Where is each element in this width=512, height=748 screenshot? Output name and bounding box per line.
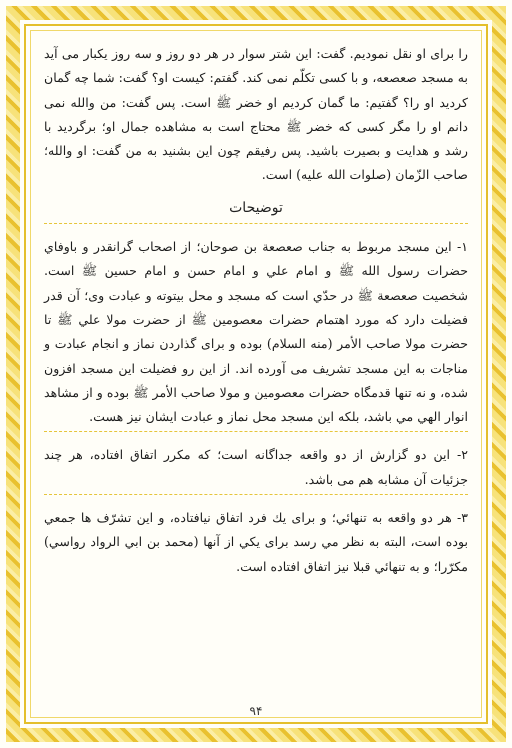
page-number: ۹۴: [249, 704, 263, 718]
note-3: ۳- هر دو واقعه به تنهائي؛ و برای یك فرد اتفاق نیافتاده، و این تشرّف ها جمعي بوده است، البته به نظر مي رسد برای یکي از آنها (محمد بن ابي الرواد رواسي) مكرّرا؛ و به تنهائي قبلا نیز اتفاق افتاده است.: [44, 510, 468, 574]
section-heading: توضیحات: [229, 199, 283, 216]
separator: [44, 431, 468, 438]
note-1: ۱- این مسجد مربوط به جناب صعصعة بن صوحان؛ از اصحاب گرانقدر و باوفاي حضرات رسول الله ﷺ و امام علي و امام حسن و امام حسين ﷺ است. شخصیت صعصعة ﷺ در حدّي است که مسجد و محل بیتوته و عبادت وی؛ آن قدر فضیلت دارد که مورد اهتمام حضرات معصومین ﷺ از حضرت مولا علي ﷺ تا حضرت مولا صاحب الأمر (منه السلام) بوده و برای گذاردن نماز و انجام عبادت و مناجات به این مسجد تشریف می آورده اند. از این رو فضیلت این مسجد افزون شده، و نه تنها قدمگاه حضرات معصومین و مولا صاحب الأمر ﷺ بوده و از مشاهد انوار الهي مي باشد، بلكه این مسجد محل نماز و عبادت ایشان نیز هست.: [44, 239, 468, 425]
narrative-paragraph: را برای او نقل نمودیم. گفت: این شتر سوار در هر دو روز و سه روز یکبار می آید به مسجد صعصعه، و با کسی تکلّم نمی کند. گفتم: کیست او؟ گفت: شما چه گمان کردید او را؟ گفتیم: ما گمان کردیم او خضر ﷺ است. پس گفت: من والله نمی دانم او را مگر کسی که خضر ﷺ محتاج است به مشاهده جمال او؛ برگردید با رشد و هدایت و بصیرت باشید. پس رفیقم چون این بشنید به من گفت: او والله؛ صاحب الزّمان (صلوات الله علیه) است.: [44, 46, 468, 183]
page-content: [44, 42, 468, 704]
note-2: ۲- این دو گزارش از دو واقعه جداگانه است؛ که مکرر اتفاق افتاده، هر چند جزئیات آن مشابه هم می باشد.: [44, 447, 468, 487]
separator: [44, 223, 468, 230]
separator: [44, 494, 468, 501]
